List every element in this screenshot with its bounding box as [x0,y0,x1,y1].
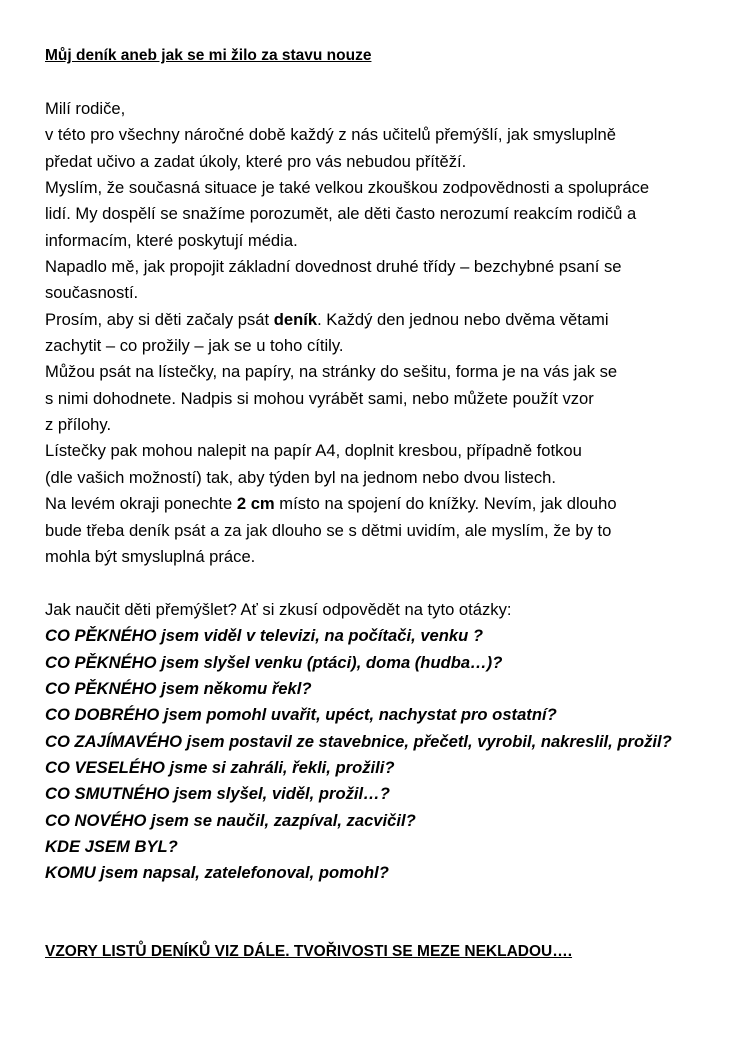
paragraph-line: předat učivo a zadat úkoly, které pro vás nebudou přítěží. [45,151,467,171]
question-item: CO NOVÉHO jsem se naučil, zazpíval, zacvičil? [45,810,416,830]
paragraph-line: Napadlo mě, jak propojit základní dovednost druhé třídy – bezchybné psaní se [45,257,622,277]
question-item: CO SMUTNÉHO jsem slyšel, viděl, prožil…? [45,784,390,804]
text-segment: místo na spojení do knížky. Nevím, jak dlouho [274,494,617,514]
paragraph-line: informacím, které poskytují média. [45,230,298,250]
question-item: CO DOBRÉHO jsem pomohl uvařit, upéct, nachystat pro ostatní? [45,705,557,725]
paragraph-line: s nimi dohodnete. Nadpis si mohou vyrábět sami, nebo můžete použít vzor [45,388,594,408]
paragraph-line [45,307,649,333]
question-item: CO VESELÉHO jsme si zahráli, řekli, prožili? [45,758,395,778]
paragraph-line: Lístečky pak mohou nalepit na papír A4, doplnit kresbou, případně fotkou [45,441,582,461]
page-title: Můj deník aneb jak se mi žilo za stavu nouze [45,47,372,64]
question-item: KOMU jsem napsal, zatelefonoval, pomohl? [45,863,389,883]
letter-body [45,96,649,570]
paragraph-line: mohla být smysluplná práce. [45,546,256,566]
question-item: CO ZAJÍMAVÉHO jsem postavil ze stavebnice, přečetl, vyrobil, nakreslil, prožil? [45,731,672,751]
bold-word-denik: deník [273,309,318,329]
bold-margin-size: 2 cm [236,494,275,514]
question-item: CO PĚKNÉHO jsem viděl v televizi, na počítači, venku ? [45,626,484,646]
paragraph-line: (dle vašich možností) tak, aby týden byl na jednom nebo dvou listech. [45,467,556,487]
footer-note: VZORY LISTŮ DENÍKŮ VIZ DÁLE. TVOŘIVOSTI SE MEZE NEKLADOU…. [45,943,573,960]
greeting: Milí rodiče, [45,99,126,118]
paragraph-line: z přílohy. [45,415,112,435]
questions-intro: Jak naučit děti přemýšlet? Ať si zkusí odpovědět na tyto otázky: [45,600,512,619]
paragraph-line: současností. [45,283,139,303]
paragraph-line: lidí. My dospělí se snažíme porozumět, ale děti často nerozumí reakcím rodičů a [45,204,637,224]
paragraph-line: Můžou psát na lístečky, na papíry, na stránky do sešitu, forma je na vás jak se [45,362,618,382]
question-item: CO PĚKNÉHO jsem slyšel venku (ptáci), doma (hudba…)? [45,652,503,672]
text-segment: Prosím, aby si děti začaly psát [45,309,274,329]
text-segment: Na levém okraji ponechte [45,494,237,514]
questions-section [45,597,672,887]
question-item: CO PĚKNÉHO jsem někomu řekl? [45,679,312,699]
text-segment: . Každý den jednou nebo dvěma větami [317,309,609,329]
paragraph-line [45,491,649,517]
paragraph-line: zachytit – co prožily – jak se u toho cítily. [45,336,344,356]
paragraph-line: v této pro všechny náročné době každý z nás učitelů přemýšlí, jak smysluplně [45,125,616,145]
paragraph-line: bude třeba deník psát a za jak dlouho se s dětmi uvidím, ale myslím, že by to [45,520,612,540]
paragraph-line: Myslím, že současná situace je také velkou zkouškou zodpovědnosti a spolupráce [45,178,650,198]
question-item: KDE JSEM BYL? [45,837,178,857]
